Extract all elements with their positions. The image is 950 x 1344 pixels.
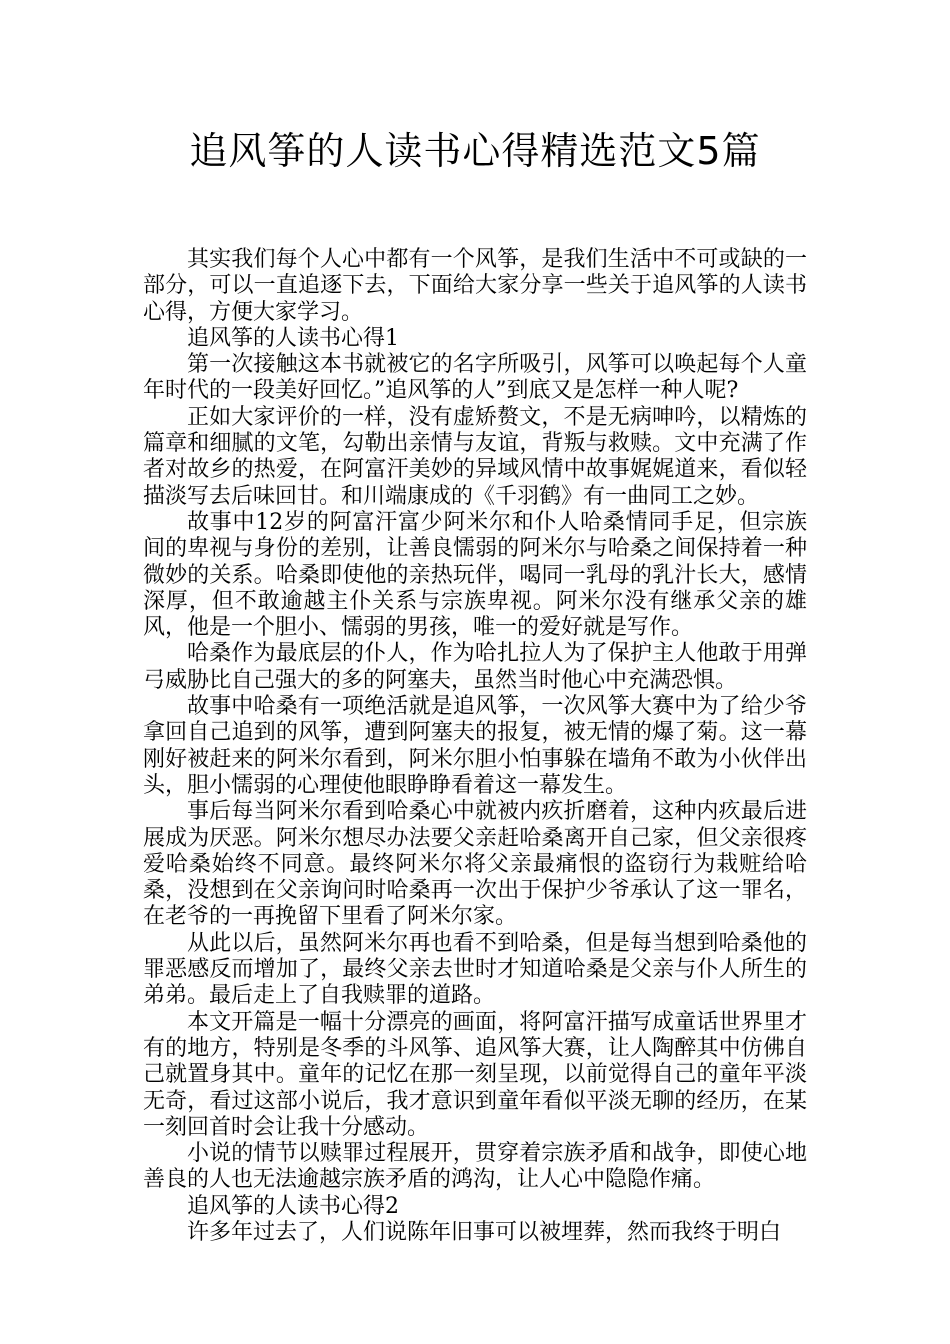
document-body: [143, 247, 807, 1246]
body-paragraph: 事后每当阿米尔看到哈桑心中就被内疚折磨着，这种内疚最后进展成为厌恶。阿米尔想尽办法要父亲赶哈桑离开自己家，但父亲很疼爱哈桑始终不同意。最终阿米尔将父亲最痛恨的盗窃行为栽赃给哈桑，没想到在父亲询问时哈桑再一次出于保护少爷承认了这一罪名，在老爷的一再挽留下里看了阿米尔家。: [143, 799, 807, 930]
body-paragraph: 其实我们每个人心中都有一个风筝，是我们生活中不可或缺的一部分，可以一直追逐下去，下面给大家分享一些关于追风筝的人读书心得，方便大家学习。: [143, 247, 807, 325]
body-paragraph: 本文开篇是一幅十分漂亮的画面，将阿富汗描写成童话世界里才有的地方，特别是冬季的斗风筝、追风筝大赛，让人陶醉其中仿佛自己就置身其中。童年的记忆在那一刻呈现，以前觉得自己的童年平淡无奇，看过这部小说后，我才意识到童年看似平淡无聊的经历，在某一刻回首时会让我十分感动。: [143, 1009, 807, 1140]
body-paragraph: 小说的情节以赎罪过程展开，贯穿着宗族矛盾和战争，即使心地善良的人也无法逾越宗族矛盾的鸿沟，让人心中隐隐作痛。: [143, 1141, 807, 1193]
body-paragraph: 第一次接触这本书就被它的名字所吸引，风筝可以唤起每个人童年时代的一段美好回忆。”追风筝的人”到底又是怎样一种人呢?: [143, 352, 807, 404]
section-heading: 追风筝的人读书心得2: [187, 1193, 399, 1219]
body-paragraph: 从此以后，虽然阿米尔再也看不到哈桑，但是每当想到哈桑他的罪恶感反而增加了，最终父亲去世时才知道哈桑是父亲与仆人所生的弟弟。最后走上了自我赎罪的道路。: [143, 930, 807, 1009]
body-paragraph: 哈桑作为最底层的仆人，作为哈扎拉人为了保护主人他敢于用弹弓威胁比自己强大的多的阿塞夫，虽然当时他心中充满恐惧。: [143, 641, 807, 693]
document-title: 追风筝的人读书心得精选范文5篇: [189, 129, 761, 173]
section-heading: 追风筝的人读书心得1: [187, 325, 399, 351]
body-paragraph: 正如大家评价的一样，没有虚矫赘文，不是无病呻吟，以精炼的篇章和细腻的文笔，勾勒出亲情与友谊，背叛与救赎。文中充满了作者对故乡的热爱，在阿富汗美妙的异域风情中故事娓娓道来，看似轻描淡写去后味回甘。和川端康成的《千羽鹤》有一曲同工之妙。: [143, 404, 807, 509]
body-paragraph: 故事中12岁的阿富汗富少阿米尔和仆人哈桑情同手足，但宗族间的卑视与身份的差别，让善良懦弱的阿米尔与哈桑之间保持着一种微妙的关系。哈桑即使他的亲热玩伴，喝同一乳母的乳汁长大，感情深厚，但不敢逾越主仆关系与宗族卑视。阿米尔没有继承父亲的雄风，他是一个胆小、懦弱的男孩，唯一的爱好就是写作。: [143, 509, 807, 641]
body-paragraph: 许多年过去了，人们说陈年旧事可以被埋葬，然而我终于明白: [187, 1219, 782, 1245]
body-paragraph: 故事中哈桑有一项绝活就是追风筝，一次风筝大赛中为了给少爷拿回自己追到的风筝，遭到阿塞夫的报复，被无情的爆了菊。这一幕刚好被赶来的阿米尔看到，阿米尔胆小怕事躲在墙角不敢为小伙伴出头，胆小懦弱的心理使他眼睁睁看着这一幕发生。: [143, 694, 807, 798]
